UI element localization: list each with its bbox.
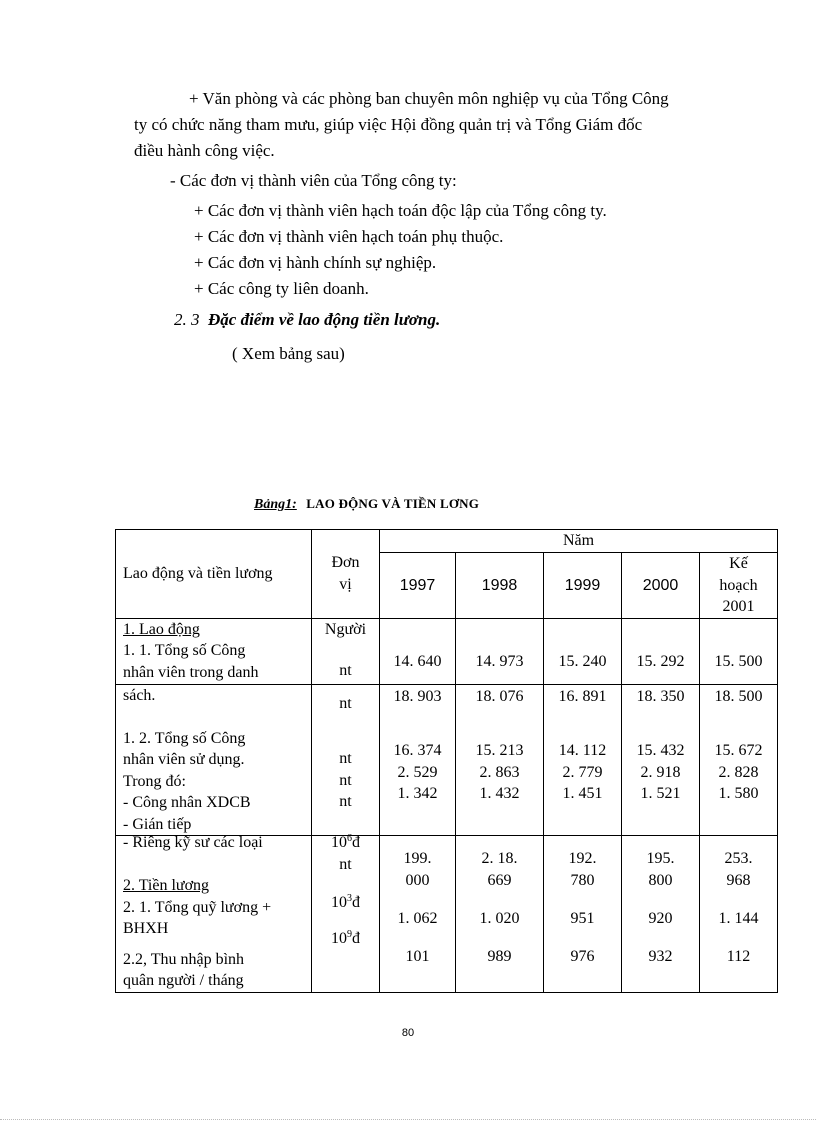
value: 14. 112: [558, 742, 607, 759]
value: 2. 828: [718, 763, 759, 781]
header-year: 2000: [642, 576, 679, 594]
header-year: 1997: [399, 576, 436, 594]
value-cell: [456, 684, 544, 836]
value: 989: [487, 947, 512, 965]
value: 976: [570, 947, 595, 965]
row-label: - Công nhân XDCB: [123, 794, 251, 811]
section-number: 2. 3: [174, 310, 200, 329]
row-label: nhân viên sử dụng.: [123, 751, 245, 768]
labor-wage-table: [115, 529, 778, 993]
value: 15. 500: [714, 652, 763, 670]
value: 1. 062: [397, 910, 438, 927]
value: 2. 918: [640, 763, 681, 781]
page-number: 80: [401, 1027, 415, 1039]
value: 253.: [724, 850, 753, 867]
value: 780: [570, 871, 595, 889]
paragraph-line: + Văn phòng và các phòng ban chuyên môn nghiệp vụ của Tổng Công: [189, 89, 669, 108]
row-label-cell: [116, 836, 312, 993]
value: 15. 672: [714, 742, 763, 759]
row-unit: $10^3đ$: [331, 893, 360, 911]
bullet-item: + Các đơn vị thành viên hạch toán phụ thuộc.: [194, 227, 504, 246]
value: 800: [648, 871, 673, 889]
header-year-group-label: Năm: [562, 532, 595, 550]
row-label: 1. 1. Tổng số Công: [123, 642, 246, 659]
bullet-item: + Các công ty liên doanh.: [194, 279, 369, 298]
value: 2. 863: [479, 763, 520, 781]
value: 199.: [403, 850, 432, 867]
value: 14. 973: [475, 652, 524, 670]
value: 195.: [646, 850, 675, 867]
value: 000: [405, 871, 430, 889]
table-row: [116, 836, 778, 993]
header-plan-line: 2001: [722, 598, 755, 615]
header-label-cell: [116, 530, 312, 619]
value-cell: [700, 684, 778, 836]
row-label: 2.2, Thu nhập bình: [123, 950, 245, 968]
table-caption: [254, 496, 479, 513]
value-cell: [456, 618, 544, 684]
bullet-list: [194, 198, 607, 302]
value-cell: [544, 684, 622, 836]
value: 1. 521: [640, 785, 681, 802]
value-cell: [544, 836, 622, 993]
bullet-item: + Các đơn vị hành chính sự nghiệp.: [194, 253, 437, 272]
row-unit-cell: [312, 618, 380, 684]
paragraph-line: ty có chức năng tham mưu, giúp việc Hội đồng quản trị và Tổng Giám đốc: [134, 115, 643, 134]
header-plan-line: hoạch: [719, 576, 758, 594]
header-unit-cell: [312, 530, 380, 619]
value-cell: [700, 618, 778, 684]
value-cell: [622, 836, 700, 993]
row-unit: Người: [324, 620, 367, 638]
value: 1. 580: [718, 785, 759, 802]
header-year-cell: [380, 553, 456, 619]
row-unit: $10^9đ$: [331, 928, 360, 947]
see-table-note: ( Xem bảng sau): [232, 344, 345, 363]
value-cell: [544, 618, 622, 684]
header-plan-line: Kế: [729, 555, 748, 572]
header-plan-cell: [700, 553, 778, 619]
row-label: 2. 1. Tổng quỹ lương +: [123, 898, 272, 916]
value: 2. 18.: [481, 850, 518, 867]
row-label: 1. 2. Tổng số Công: [123, 729, 246, 747]
value: 968: [726, 871, 751, 889]
header-unit: Đơn vị: [331, 554, 360, 593]
row-label-cell: [116, 684, 312, 836]
header-year-cell: [456, 553, 544, 619]
bullet-item: + Các đơn vị thành viên hạch toán độc lập của Tổng công ty.: [194, 201, 607, 220]
value: 18. 350: [636, 687, 685, 705]
section-heading: [174, 310, 440, 330]
row-unit: nt: [339, 750, 352, 767]
value-cell: [456, 836, 544, 993]
value: 1. 144: [718, 910, 759, 927]
paragraph-line: điều hành công việc.: [134, 141, 275, 160]
row-unit: nt: [339, 661, 352, 679]
row-label: [123, 854, 311, 876]
table-caption-label: Bảng1:: [254, 497, 297, 512]
value: 932: [648, 947, 673, 965]
row-unit: nt: [339, 855, 352, 873]
value: 1. 451: [562, 785, 603, 802]
value: 15. 292: [636, 652, 685, 670]
header-year-cell: [622, 553, 700, 619]
row-label-cell: [116, 618, 312, 684]
value-cell: [380, 684, 456, 836]
paragraph-office-departments: [134, 86, 756, 164]
value-cell: [622, 684, 700, 836]
row-unit-cell: [312, 684, 380, 836]
value: 951: [570, 910, 595, 927]
value: 18. 076: [475, 687, 524, 705]
section-title: Đặc điểm về lao động tiền lương.: [208, 310, 441, 329]
row-unit: $10^6đ$: [331, 833, 360, 851]
value-cell: [380, 836, 456, 993]
row-label: quân người / tháng: [123, 972, 244, 989]
value: 15. 432: [636, 742, 685, 759]
value: 16. 374: [393, 742, 442, 759]
row-unit: nt: [339, 793, 352, 810]
value: 15. 213: [475, 742, 524, 759]
table-row: [116, 684, 778, 836]
table-caption-title: LAO ĐỘNG VÀ TIỀN LƠNG: [306, 496, 480, 511]
value: 192.: [568, 850, 597, 867]
header-year-group: [380, 530, 778, 553]
value-cell: [380, 618, 456, 684]
row-label: nhân viên trong danh: [123, 663, 259, 681]
value: 920: [648, 910, 673, 927]
row-label: - Riêng kỹ sư các loại: [123, 834, 263, 851]
row-label: [123, 706, 311, 728]
row-unit: [312, 640, 379, 662]
row-label: sách.: [123, 686, 156, 704]
value: 14. 640: [393, 652, 442, 670]
value: 16. 891: [558, 687, 607, 705]
header-year: 1998: [481, 576, 518, 594]
row-label: - Gián tiếp: [123, 815, 192, 833]
value: 18. 500: [714, 687, 763, 705]
row-label: 1. Lao động: [123, 620, 200, 638]
paragraph-member-units: - Các đơn vị thành viên của Tổng công ty:: [170, 171, 457, 190]
header-year: 1999: [564, 576, 601, 594]
value-cell: [622, 618, 700, 684]
row-label: 2. Tiền lương: [123, 877, 210, 894]
value: 112: [726, 947, 751, 965]
value: 2. 529: [397, 763, 438, 781]
page-bottom-divider: [0, 1119, 816, 1120]
value: 101: [405, 947, 430, 965]
value: 1. 342: [397, 785, 438, 802]
value: 669: [487, 871, 512, 889]
table-header-row: [116, 530, 778, 553]
value: 1. 432: [479, 785, 520, 802]
row-unit-cell: [312, 833, 380, 993]
header-year-cell: [544, 553, 622, 619]
table-row: [116, 618, 778, 684]
row-label: Trong đó:: [123, 772, 186, 790]
value-cell: [700, 836, 778, 993]
header-label: Lao động và tiền lương: [123, 565, 273, 582]
value: 18. 903: [393, 687, 442, 705]
row-unit: nt: [339, 771, 352, 789]
row-label: BHXH: [123, 920, 169, 937]
value: 2. 779: [562, 763, 603, 781]
value: 1. 020: [479, 910, 520, 927]
value: 15. 240: [558, 652, 607, 670]
row-unit: nt: [339, 694, 352, 712]
